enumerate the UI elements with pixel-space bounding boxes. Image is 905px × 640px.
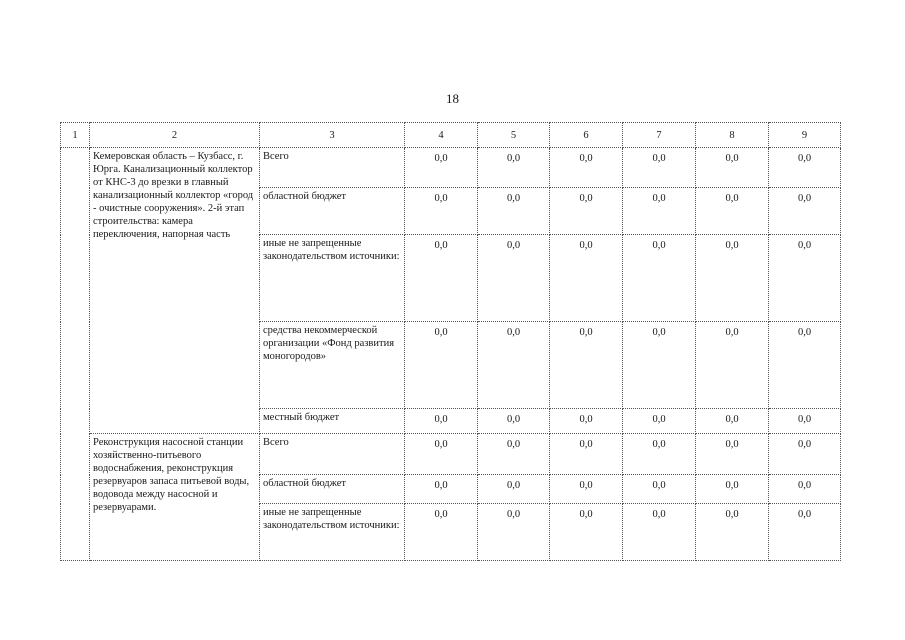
funding-source-cell: иные не запрещенные законодательством источники:: [260, 504, 405, 561]
value-cell: 0,0: [696, 409, 769, 434]
funding-source-cell: иные не запрещенные законодательством источники:: [260, 235, 405, 322]
value-cell: 0,0: [769, 322, 841, 409]
table-row: [61, 148, 841, 188]
budget-table: [60, 122, 841, 561]
column-header: 5: [478, 123, 550, 148]
value-cell: 0,0: [769, 148, 841, 188]
value-cell: 0,0: [550, 148, 623, 188]
funding-source-cell: средства некоммерческой организации «Фонд развития моногородов»: [260, 322, 405, 409]
value-cell: 0,0: [550, 188, 623, 235]
value-cell: 0,0: [769, 188, 841, 235]
value-cell: 0,0: [623, 148, 696, 188]
value-cell: 0,0: [623, 235, 696, 322]
value-cell: 0,0: [623, 475, 696, 504]
value-cell: 0,0: [769, 409, 841, 434]
funding-source-cell: Всего: [260, 434, 405, 475]
value-cell: 0,0: [550, 235, 623, 322]
value-cell: 0,0: [623, 409, 696, 434]
value-cell: 0,0: [478, 235, 550, 322]
column-header: 6: [550, 123, 623, 148]
object-name-cell: Кемеровская область – Кузбасс, г. Юрга. Канализационный коллектор от КНС-3 до врезки в главный канализационный коллектор «город - очистные сооружения». 2-й этап строительства: камера переключения, напорная часть: [90, 148, 260, 434]
value-cell: 0,0: [769, 475, 841, 504]
value-cell: 0,0: [696, 188, 769, 235]
funding-source-cell: областной бюджет: [260, 475, 405, 504]
table-row: [61, 434, 841, 475]
value-cell: 0,0: [696, 322, 769, 409]
value-cell: 0,0: [769, 235, 841, 322]
value-cell: 0,0: [623, 322, 696, 409]
value-cell: 0,0: [623, 188, 696, 235]
page-number: 18: [446, 91, 459, 106]
value-cell: 0,0: [478, 322, 550, 409]
value-cell: 0,0: [478, 434, 550, 475]
funding-source-cell: Всего: [260, 148, 405, 188]
value-cell: 0,0: [623, 434, 696, 475]
object-name-cell: Реконструкция насосной станции хозяйственно-питьевого водоснабжения, реконструкция резервуаров запаса питьевой воды, водовода между насосной и резервуарами.: [90, 434, 260, 561]
value-cell: 0,0: [696, 504, 769, 561]
value-cell: 0,0: [478, 409, 550, 434]
value-cell: 0,0: [405, 188, 478, 235]
value-cell: 0,0: [550, 504, 623, 561]
value-cell: 0,0: [769, 434, 841, 475]
value-cell: 0,0: [696, 235, 769, 322]
value-cell: 0,0: [478, 504, 550, 561]
value-cell: 0,0: [405, 322, 478, 409]
column-header: 9: [769, 123, 841, 148]
value-cell: 0,0: [769, 504, 841, 561]
funding-source-cell: местный бюджет: [260, 409, 405, 434]
value-cell: 0,0: [623, 504, 696, 561]
column-header: 1: [61, 123, 90, 148]
value-cell: 0,0: [405, 148, 478, 188]
value-cell: 0,0: [405, 475, 478, 504]
value-cell: 0,0: [405, 235, 478, 322]
value-cell: 0,0: [696, 148, 769, 188]
column-header: 4: [405, 123, 478, 148]
funding-source-cell: областной бюджет: [260, 188, 405, 235]
value-cell: 0,0: [550, 409, 623, 434]
value-cell: 0,0: [696, 434, 769, 475]
value-cell: 0,0: [550, 322, 623, 409]
table-header-row: [61, 123, 841, 148]
value-cell: 0,0: [405, 434, 478, 475]
column-header: 2: [90, 123, 260, 148]
row-number-cell: [61, 148, 90, 561]
value-cell: 0,0: [478, 188, 550, 235]
column-header: 3: [260, 123, 405, 148]
value-cell: 0,0: [478, 148, 550, 188]
value-cell: 0,0: [550, 475, 623, 504]
value-cell: 0,0: [696, 475, 769, 504]
value-cell: 0,0: [478, 475, 550, 504]
value-cell: 0,0: [405, 504, 478, 561]
value-cell: 0,0: [550, 434, 623, 475]
column-header: 8: [696, 123, 769, 148]
column-header: 7: [623, 123, 696, 148]
value-cell: 0,0: [405, 409, 478, 434]
